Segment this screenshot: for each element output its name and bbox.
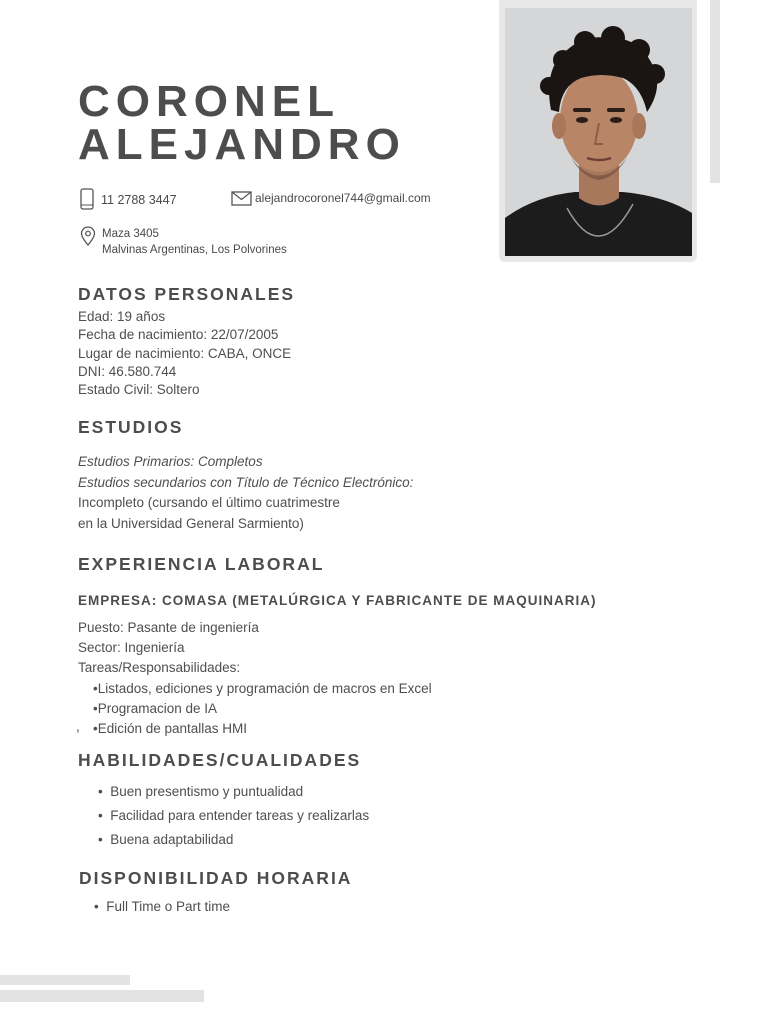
studies-secondary: Estudios secundarios con Título de Técnico Electrónico: (78, 474, 414, 490)
personal-age: Edad: 19 años (78, 309, 166, 324)
section-title-availability: DISPONIBILIDAD HORARIA (79, 868, 353, 888)
personal-dni: DNI: 46.580.744 (78, 363, 177, 379)
section-title-experience: EXPERIENCIA LABORAL (78, 554, 325, 574)
profile-photo (505, 8, 692, 256)
studies-primary: Estudios Primarios: Completos (78, 454, 263, 469)
personal-civil-status: Estado Civil: Soltero (78, 382, 200, 398)
experience-company: EMPRESA: COMASA (METALÚRGICA Y FABRICANTE DE MAQUINARIA) (78, 593, 597, 608)
studies-status-line-1: Incompleto (cursando el último cuatrimestre (78, 495, 340, 510)
email-address[interactable]: alejandrocoronel744@gmail.com (255, 191, 431, 205)
personal-data-list (78, 308, 291, 399)
availability-list (94, 898, 230, 916)
decorative-bar-bottom-long (0, 990, 204, 1002)
name-line-1: CORONEL (78, 77, 340, 126)
studies-list (78, 452, 413, 534)
experience-tasks-label: Tareas/Responsabilidades: (78, 660, 241, 676)
bullet-icon: • (94, 899, 107, 914)
decorative-bar-right (710, 0, 720, 183)
bullet-icon: • (98, 808, 111, 823)
bullet-icon: • (98, 784, 111, 799)
personal-birthdate: Fecha de nacimiento: 22/07/2005 (78, 327, 279, 343)
skills-list (98, 780, 369, 852)
section-title-personal: DATOS PERSONALES (78, 284, 296, 304)
address-street: Maza 3405 (102, 228, 159, 240)
decorative-bar-bottom-short (0, 975, 130, 985)
experience-task-item: •Listados, ediciones y programación de macros en Excel (93, 680, 432, 696)
skill-item: • Buen presentismo y puntualidad (98, 784, 304, 799)
bullet-icon: • (98, 832, 111, 847)
address-city: Malvinas Argentinas, Los Polvorines (102, 244, 287, 256)
phone-icon (80, 188, 94, 215)
portrait-illustration (505, 8, 692, 256)
phone-number[interactable]: 11 2788 3447 (101, 193, 177, 207)
section-title-skills: HABILIDADES/CUALIDADES (78, 750, 362, 770)
stray-mark: , (76, 719, 80, 734)
experience-position: Puesto: Pasante de ingeniería (78, 620, 259, 635)
availability-item: • Full Time o Part time (94, 899, 231, 914)
personal-birthplace: Lugar de nacimiento: CABA, ONCE (78, 345, 292, 361)
experience-details (78, 618, 432, 739)
name-line-2: ALEJANDRO (78, 120, 406, 169)
skill-item: • Buena adaptabilidad (98, 832, 234, 847)
full-name (78, 77, 406, 169)
location-pin-icon (80, 226, 96, 251)
studies-status-line-2: en la Universidad General Sarmiento) (78, 515, 304, 531)
experience-task-item: •Edición de pantallas HMI (93, 721, 248, 737)
experience-task-item: •Programacion de IA (93, 700, 218, 716)
skill-item: • Facilidad para entender tareas y realizarlas (98, 808, 370, 823)
address (102, 226, 287, 258)
mail-icon (231, 191, 252, 211)
section-title-studies: ESTUDIOS (78, 417, 184, 437)
experience-sector: Sector: Ingeniería (78, 640, 185, 656)
